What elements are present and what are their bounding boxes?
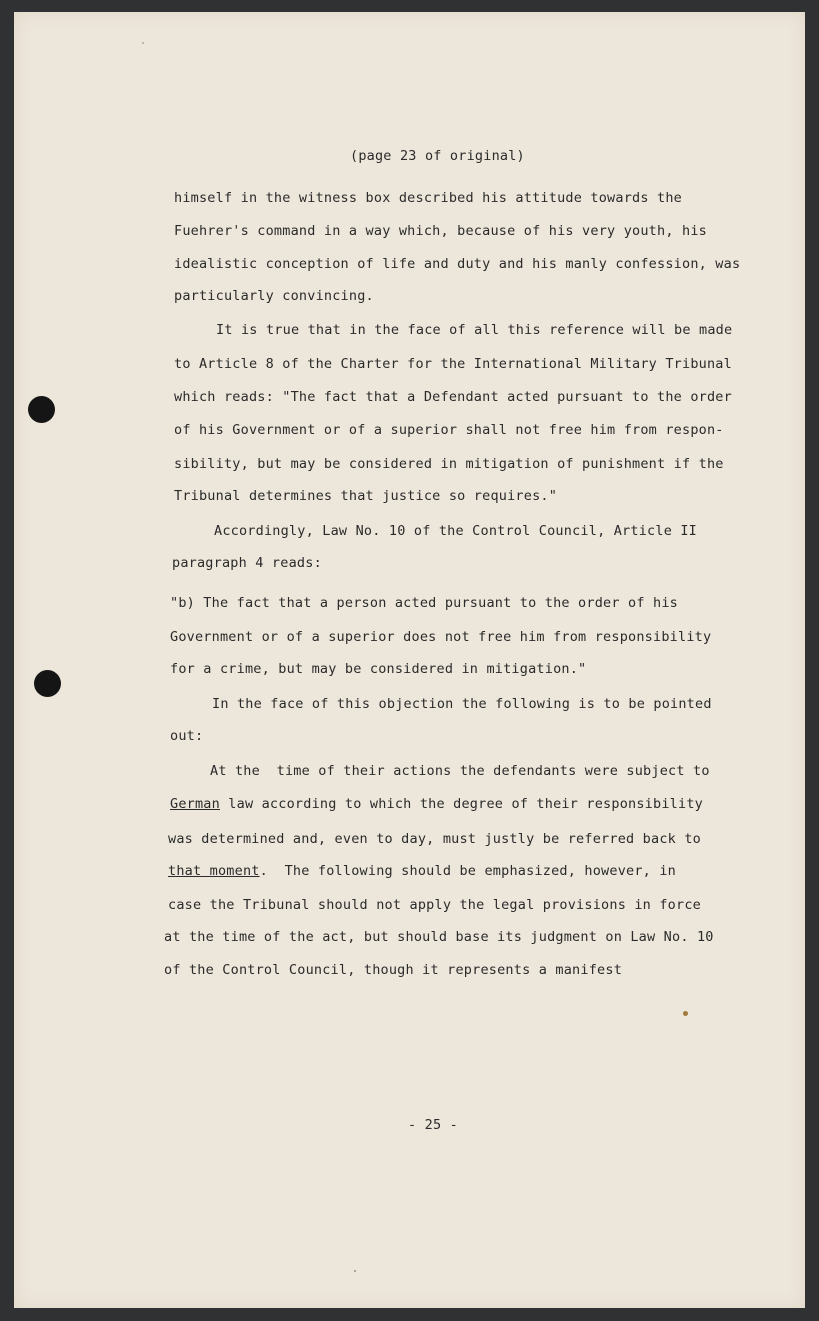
underlined-phrase: that moment bbox=[168, 863, 260, 879]
paper-speck bbox=[354, 1270, 356, 1272]
text-line: was determined and, even to day, must justly be referred back to bbox=[168, 831, 701, 847]
punch-hole bbox=[28, 396, 55, 423]
paper-speck bbox=[683, 1011, 688, 1016]
text-line: "b) The fact that a person acted pursuant to the order of his bbox=[170, 595, 678, 611]
text-line: of the Control Council, though it represents a manifest bbox=[164, 962, 623, 978]
text-line: at the time of the act, but should base its judgment on Law No. 10 bbox=[164, 929, 714, 945]
text-line: At the time of their actions the defendants were subject to bbox=[210, 763, 710, 779]
text-line-rest: law according to which the degree of their responsibility bbox=[219, 796, 703, 812]
text-line: It is true that in the face of all this reference will be made bbox=[216, 322, 733, 338]
text-line: to Article 8 of the Charter for the International Military Tribunal bbox=[174, 356, 732, 372]
page-number: - 25 - bbox=[408, 1117, 458, 1133]
text-line: Tribunal determines that justice so requires." bbox=[174, 488, 558, 504]
text-line: Fuehrer's command in a way which, because of his very youth, his bbox=[174, 223, 707, 239]
text-line: which reads: "The fact that a Defendant acted pursuant to the order bbox=[174, 389, 732, 405]
text-line: for a crime, but may be considered in mitigation." bbox=[170, 661, 587, 677]
text-line bbox=[170, 794, 703, 814]
text-line: Government or of a superior does not free him from responsibility bbox=[170, 629, 712, 645]
text-line: particularly convincing. bbox=[174, 288, 374, 304]
text-line: sibility, but may be considered in mitigation of punishment if the bbox=[174, 456, 724, 472]
text-line: paragraph 4 reads: bbox=[172, 555, 322, 571]
text-line: himself in the witness box described his attitude towards the bbox=[174, 190, 682, 206]
text-line-rest: . The following should be emphasized, however, in bbox=[259, 863, 676, 879]
paper-speck bbox=[142, 42, 144, 44]
text-line: case the Tribunal should not apply the legal provisions in force bbox=[168, 897, 701, 913]
underlined-word: German bbox=[170, 796, 220, 812]
text-line: of his Government or of a superior shall not free him from respon- bbox=[174, 422, 724, 438]
punch-hole bbox=[34, 670, 61, 697]
text-line: out: bbox=[170, 728, 204, 744]
text-line: idealistic conception of life and duty and his manly confession, was bbox=[174, 256, 741, 272]
text-line: Accordingly, Law No. 10 of the Control Council, Article II bbox=[214, 523, 698, 539]
page-heading: (page 23 of original) bbox=[350, 148, 525, 164]
text-line bbox=[168, 861, 676, 881]
text-line: In the face of this objection the following is to be pointed bbox=[212, 696, 712, 712]
